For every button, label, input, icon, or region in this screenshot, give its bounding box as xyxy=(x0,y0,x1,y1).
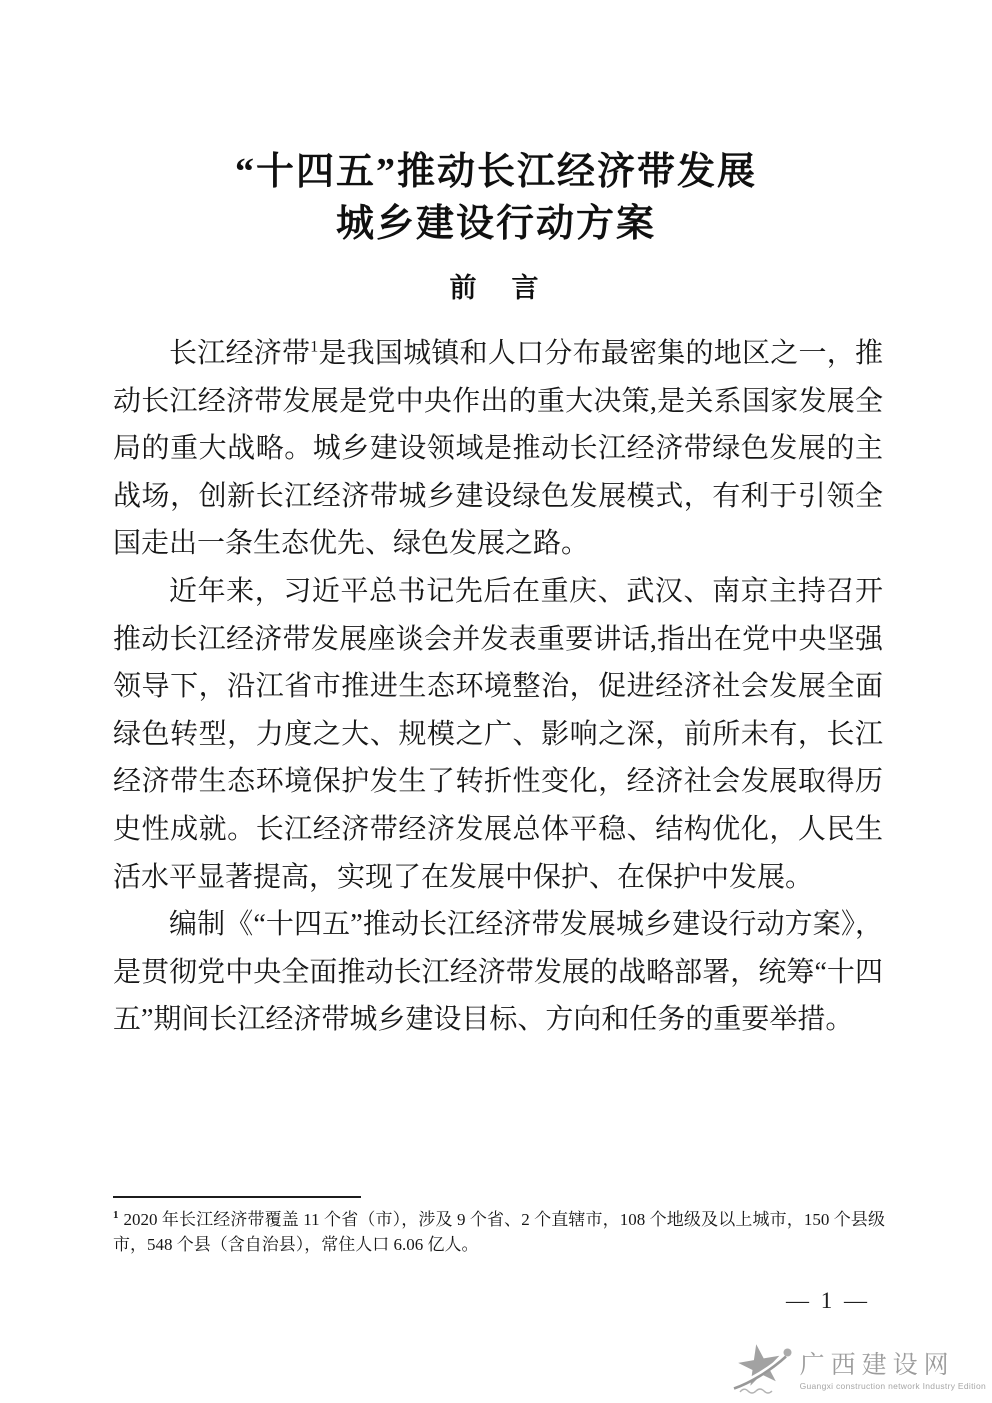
paragraph-1-text-end: 是我国城镇和人口分布最密集的地区之一，推动长江经济带发展是党中央作出的重大决策,是关系国家发展全局的重大战略。城乡建设领域是推动长江经济带绿色发展的主战场，创新长江经济带城乡建设绿色发展模式，有利于引领全国走出一条生态优先、绿色发展之路。 xyxy=(113,338,883,560)
watermark-site-name: 广西建设网 xyxy=(799,1352,955,1379)
page-number: — 1 — xyxy=(786,1288,870,1313)
title-line-2: 城乡建设行动方案 xyxy=(335,203,656,245)
paragraph-1-text-start: 长江经济带 xyxy=(169,338,311,369)
footnote-reference: 1 xyxy=(310,338,319,356)
footnote-area xyxy=(113,1196,885,1257)
preface-heading: 前 言 xyxy=(449,273,543,303)
footnote-marker: 1 xyxy=(113,1209,119,1222)
title-line-1: “十四五”推动长江经济带发展 xyxy=(234,151,757,193)
footnote-separator xyxy=(113,1196,361,1198)
footnote-text: 2020 年长江经济带覆盖 11 个省（市），涉及 9 个省、2 个直辖市，108 个地级及以上城市，150 个县级市，548 个县（含自治县），常住人口 6.06 亿人。 xyxy=(113,1210,885,1254)
document-title xyxy=(0,146,992,250)
paragraph-3: 编制《“十四五”推动长江经济带发展城乡建设行动方案》，是贯彻党中央全面推动长江经济带发展的战略部署，统筹“十四五”期间长江经济带城乡建设目标、方向和任务的重要举措。 xyxy=(113,909,883,1036)
watermark-text xyxy=(800,1340,986,1391)
paragraph-2: 近年来，习近平总书记先后在重庆、武汉、南京主持召开推动长江经济带发展座谈会并发表重要讲话,指出在党中央坚强领导下，沿江省市推进生态环境整治，促进经济社会发展全面绿色转型，力度之大、规模之广、影响之深，前所未有，长江经济带生态环境保护发生了转折性变化，经济社会发展取得历史性成就。长江经济带经济发展总体平稳、结构优化，人民生活水平显著提高，实现了在发展中保护、在保护中发展。 xyxy=(113,575,883,893)
paragraph-1 xyxy=(113,330,883,568)
watermark-logo xyxy=(733,1340,986,1398)
watermark-tagline: Guangxi construction network Industry Edition xyxy=(799,1381,986,1391)
star-icon xyxy=(733,1340,795,1398)
footnote xyxy=(113,1207,885,1257)
document-body xyxy=(113,330,883,1044)
